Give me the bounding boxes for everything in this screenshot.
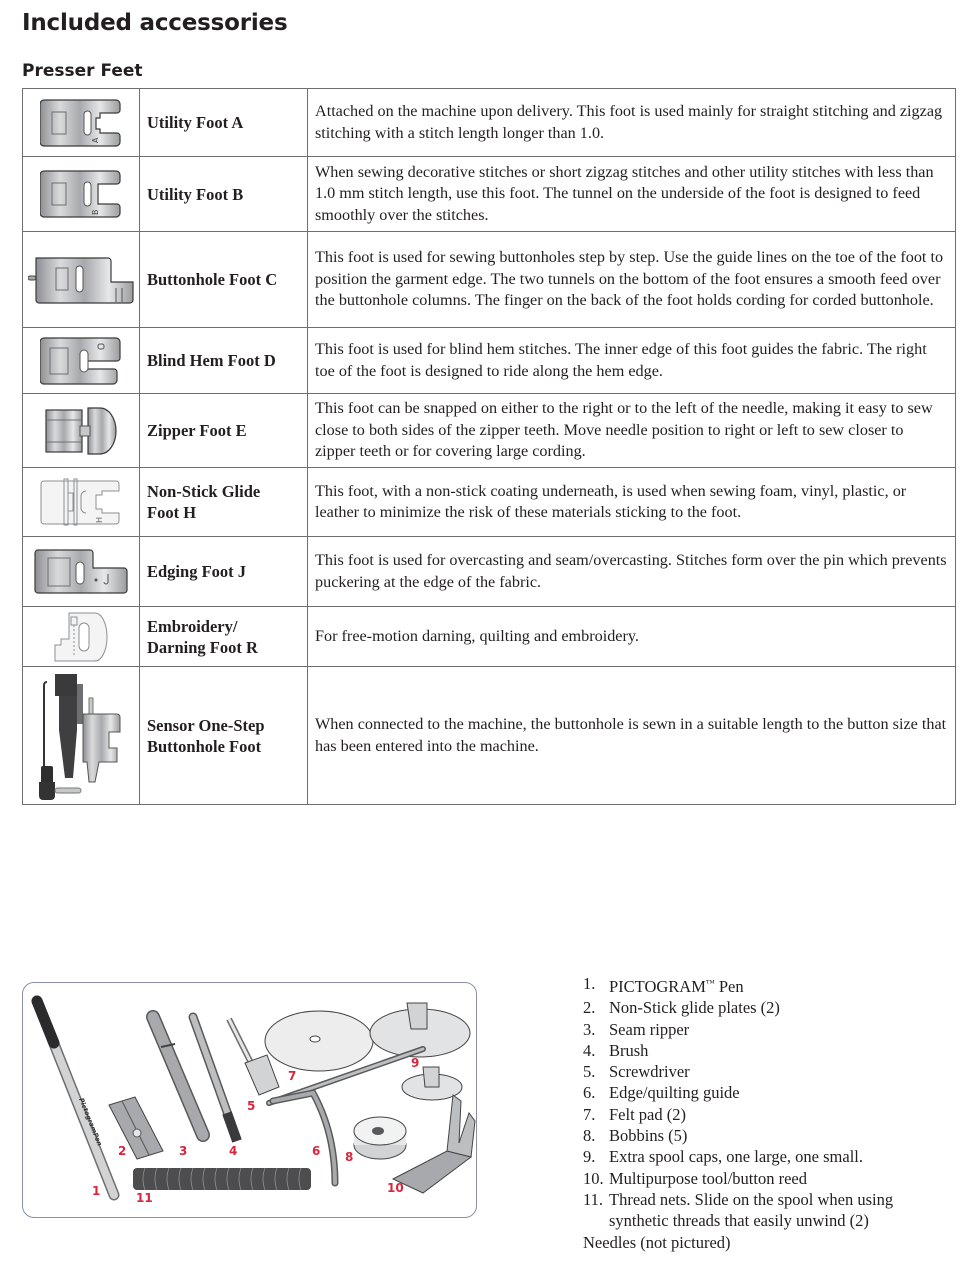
pictogram-pen-image [37, 1001, 114, 1195]
callout-10: 10 [387, 1181, 404, 1195]
foot-name: Zipper Foot E [140, 394, 308, 468]
sensor-one-step-buttonhole-foot-image [33, 670, 129, 802]
table-row [23, 89, 956, 157]
foot-name: Blind Hem Foot D [140, 328, 308, 394]
list-item: 9. Extra spool caps, one large, one small. [583, 1147, 864, 1167]
foot-description: This foot is used for sewing buttonholes step by step. Use the guide lines on the toe of the foot to position the garment edge. The two tunnels on the bottom of the foot ensures a smooth feed over the buttonhole columns. The finger on the back of the foot holds cording for corded buttonhole. [308, 232, 956, 328]
foot-name: Non-Stick Glide Foot H [140, 468, 308, 537]
list-item: 11. Thread nets. Slide on the spool when using synthetic threads that easily unwind (2) [583, 1189, 894, 1231]
foot-name: Edging Foot J [140, 537, 308, 607]
svg-text:PictogramPen: PictogramPen [77, 1096, 104, 1148]
foot-name: Buttonhole Foot C [140, 232, 308, 328]
accessories-illustration [22, 982, 477, 1218]
foot-description: This foot can be snapped on either to the right or to the left of the needle, making it easy to sew close to both sides of the zipper teeth. Move needle position to right or left to sew closer to zipper teeth or for covering large cording. [308, 394, 956, 468]
foot-name: Utility Foot B [140, 157, 308, 232]
utility-foot-b-image [40, 169, 122, 219]
list-item: 5. Screwdriver [583, 1062, 690, 1082]
list-item: 4. Brush [583, 1040, 649, 1060]
page-title: Included accessories [22, 10, 288, 36]
bobbin-image [354, 1117, 406, 1159]
table-row [23, 537, 956, 607]
footer-note: Needles (not pictured) [583, 1232, 731, 1252]
callout-3: 3 [179, 1144, 188, 1158]
embroidery-darning-foot-r-image [51, 611, 111, 663]
callout-4: 4 [229, 1144, 238, 1158]
svg-text:H: H [95, 516, 104, 523]
table-row [23, 607, 956, 667]
foot-description: When connected to the machine, the buttonhole is sewn in a suitable length to the button size that has been entered into the machine. [308, 667, 956, 805]
callout-7: 7 [288, 1069, 297, 1083]
table-row [23, 468, 956, 537]
svg-text:B: B [91, 209, 100, 215]
list-item: 10. Multipurpose tool/button reed [583, 1168, 807, 1188]
callout-6: 6 [312, 1144, 321, 1158]
presser-feet-table [22, 88, 956, 805]
list-item: 7. Felt pad (2) [583, 1104, 686, 1124]
accessories-list [583, 973, 909, 1253]
foot-name: Utility Foot A [140, 89, 308, 157]
zipper-foot-e-image [44, 406, 118, 456]
felt-pad-hole [310, 1036, 320, 1042]
list-item: 8. Bobbins (5) [583, 1126, 688, 1146]
buttonhole-foot-c-image [28, 256, 134, 304]
foot-description: This foot, with a non-stick coating underneath, is used when sewing foam, vinyl, plastic, or leather to minimize the risk of these materials sticking to the foot. [308, 468, 956, 537]
callout-5: 5 [247, 1099, 256, 1113]
blind-hem-foot-d-image [40, 336, 122, 386]
foot-description: This foot is used for blind hem stitches. The inner edge of this foot guides the fabric. The right toe of the foot is designed to ride along the hem edge. [308, 328, 956, 394]
svg-text:A: A [91, 137, 100, 143]
table-row [23, 232, 956, 328]
list-item: 2. Non-Stick glide plates (2) [583, 998, 780, 1018]
foot-description: When sewing decorative stitches or short zigzag stitches and other utility stitches with less than 1.0 mm stitch length, use this foot. The tunnel on the underside of the foot is designed to feed smoothly over the stitches. [308, 157, 956, 232]
non-stick-glide-foot-h-image [40, 477, 122, 527]
callout-11: 11 [136, 1191, 153, 1205]
table-row [23, 328, 956, 394]
foot-name: Embroidery/ Darning Foot R [140, 607, 308, 667]
callout-2: 2 [118, 1144, 127, 1158]
table-row [23, 394, 956, 468]
list-item: 3. Seam ripper [583, 1019, 690, 1039]
callout-8: 8 [345, 1150, 354, 1164]
table-row [23, 667, 956, 805]
list-item: 1. PICTOGRAM™ Pen [583, 974, 744, 996]
edging-foot-j-image [34, 548, 128, 596]
foot-description: Attached on the machine upon delivery. This foot is used mainly for straight stitching and zigzag stitching with a stitch length longer than 1.0. [308, 89, 956, 157]
table-row [23, 157, 956, 232]
callout-1: 1 [92, 1184, 101, 1198]
foot-name: Sensor One-Step Buttonhole Foot [140, 667, 308, 805]
callout-9: 9 [411, 1056, 420, 1070]
section-title: Presser Feet [22, 61, 143, 81]
foot-description: For free-motion darning, quilting and embroidery. [308, 607, 956, 667]
list-item: 6. Edge/quilting guide [583, 1083, 740, 1103]
foot-description: This foot is used for overcasting and seam/overcasting. Stitches form over the pin which prevents puckering at the edge of the fabric. [308, 537, 956, 607]
utility-foot-a-image [40, 98, 122, 148]
thread-net-image [133, 1168, 311, 1190]
